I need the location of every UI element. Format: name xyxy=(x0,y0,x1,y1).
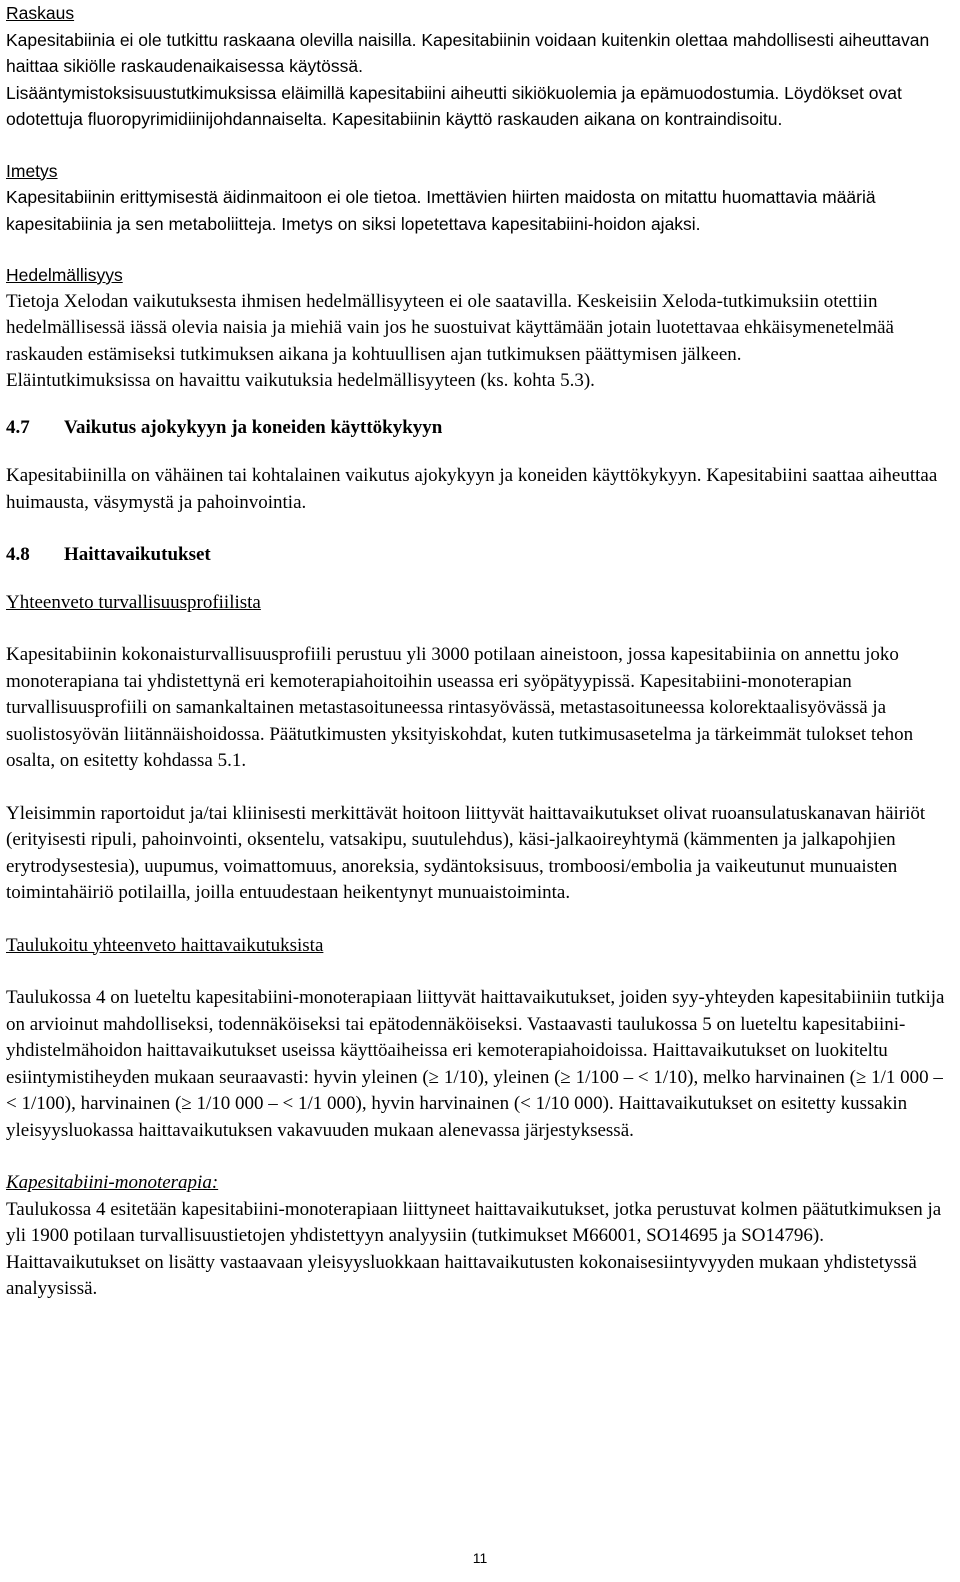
monotherapy-text: Taulukossa 4 esitetään kapesitabiini-monoterapiaan liittyneet haittavaikutukset, jotka perustuvat kolmen päätutkimuksen ja yli 1900 potilaan turvallisuustietojen yhdistettyyn analyysiin (tutkimukset M66001, SO14695 ja SO14796). Haittavaikutukset on lisätty vastaavaan yleisyysluokkaan haittavaikutusten kokonaisesiintyvyyden mukaan yhdistetyssä analyysissä. xyxy=(6,1198,942,1299)
heading-4-7-number: 4.7 xyxy=(6,416,30,438)
monotherapy-title: Kapesitabiini-monoterapia: xyxy=(6,1172,219,1193)
summary-title: Yhteenveto turvallisuusprofiilista xyxy=(6,591,261,613)
hedelmallisyys-text-2: Eläintutkimuksissa on havaittu vaikutuksia hedelmällisyyteen (ks. kohta 5.3). xyxy=(6,370,595,391)
section-title-imetys: Imetys xyxy=(6,160,58,181)
heading-4-7 xyxy=(6,415,951,442)
section-title-raskaus: Raskaus xyxy=(6,3,75,23)
heading-4-8-title: Haittavaikutukset xyxy=(64,544,211,565)
page-number: 11 xyxy=(472,1550,488,1566)
imetys-text: Kapesitabiinin erittymisestä äidinmaitoon ei ole tietoa. Imettävien hiirten maidosta on mitattu huomattavia määriä kapesitabiinia ja sen metaboliitteja. Imetys on siksi lopetettava kapesitabiini-hoidon ajaksi. xyxy=(6,187,876,234)
table-summary-paragraph: Taulukossa 4 on lueteltu kapesitabiini-monoterapiaan liittyvät haittavaikutukset, joiden syy-yhteyden kapesitabiiniin tutkija on arvioinut mahdolliseksi, todennäköiseksi tai epätodennäköiseksi. Vastaavasti taulukossa 5 on lueteltu kapesitabiini-yhdistelmähoidon haittavaikutukset useissa käyttöaiheissa eri kemoterapiahoidoissa. Haittavaikutukset on luokiteltu esiintymistiheyden mukaan seuraavasti: hyvin yleinen (≥ 1/10), yleinen (≥ 1/100 – < 1/10), melko harvinainen (≥ 1/1 000 – < 1/100), harvinainen (≥ 1/10 000 – < 1/1 000), hyvin harvinainen (< 1/10 000). Haittavaikutukset on esitetty kussakin yleisyysluokassa haittavaikutuksen vakavuuden mukaan alenevassa järjestyksessä. xyxy=(6,987,945,1141)
raskaus-text: Kapesitabiinia ei ole tutkittu raskaana olevilla naisilla. Kapesitabiinin voidaan kuitenkin olettaa mahdollisesti aiheuttavan haittaa sikiölle raskaudenaikaisessa käytössä. xyxy=(6,29,930,76)
summary-paragraph-1: Kapesitabiinin kokonaisturvallisuusprofiili perustuu yli 3000 potilaan aineistoon, jossa kapesitabiinia on annettu joko monoterapiana tai yhdistettynä eri kemoterapiahoitoihin useassa eri syöpätyypissä. Kapesitabiini-monoterapian turvallisuusprofiili on samankaltainen metastasoituneessa rintasyövässä, metastasoituneessa kolorektaalisyövässä ja suolistosyövän liitännäishoidossa. Päätutkimusten yksityiskohdat, kuten tutkimusasetelma ja tärkeimmät tulokset tehon osalta, on esitetty kohdassa 5.1. xyxy=(6,644,914,771)
raskaus-text-2: Lisääntymistoksisuustutkimuksissa eläimillä kapesitabiini aiheutti sikiökuolemia ja epämuodostumia. Löydökset ovat odotettuja fluoropyrimidiinijohdannaiselta. Kapesitabiinin käyttö raskauden aikana on kontraindisoitu. xyxy=(6,82,902,129)
summary-paragraph-2: Yleisimmin raportoidut ja/tai kliinisesti merkittävät hoitoon liittyvät haittavaikutukset olivat ruoansulatuskanavan häiriöt (erityisesti ripuli, pahoinvointi, oksentelu, vatsakipu, suutulehdus), käsi-jalkaoireyhtymä (kämmenten ja jalkapohjien erytrodysestesia), uupumus, voimattomuus, anoreksia, sydäntoksisuus, tromboosi/embolia ja vaikeutunut munuaisten toimintahäiriö potilailla, joilla entuudestaan heikentynyt munuaistoiminta. xyxy=(6,802,926,903)
hedelmallisyys-text: Tietoja Xelodan vaikutuksesta ihmisen hedelmällisyyteen ei ole saatavilla. Keskeisiin Xeloda-tutkimuksiin otettiin hedelmällisessä iässä olevia naisia ja miehiä vain jos he suostuivat käyttämään jotain luotettavaa ehkäisymenetelmää raskauden estämiseksi tutkimuksen aikana ja kohtuullisen ajan tutkimuksen päättymisen jälkeen. xyxy=(6,290,894,365)
heading-4-8-number: 4.8 xyxy=(6,544,30,565)
heading-4-7-title: Vaikutus ajokykyyn ja koneiden käyttökykyyn xyxy=(64,416,443,438)
section-title-hedelmallisyys: Hedelmällisyys xyxy=(6,265,123,285)
document-page xyxy=(6,0,951,1303)
section-4-7-text: Kapesitabiinilla on vähäinen tai kohtalainen vaikutus ajokykyyn ja koneiden käyttökykyyn. Kapesitabiini saattaa aiheuttaa huimausta, väsymystä ja pahoinvointia. xyxy=(6,465,938,513)
table-summary-title: Taulukoitu yhteenveto haittavaikutuksista xyxy=(6,934,324,956)
heading-4-8 xyxy=(6,542,951,569)
